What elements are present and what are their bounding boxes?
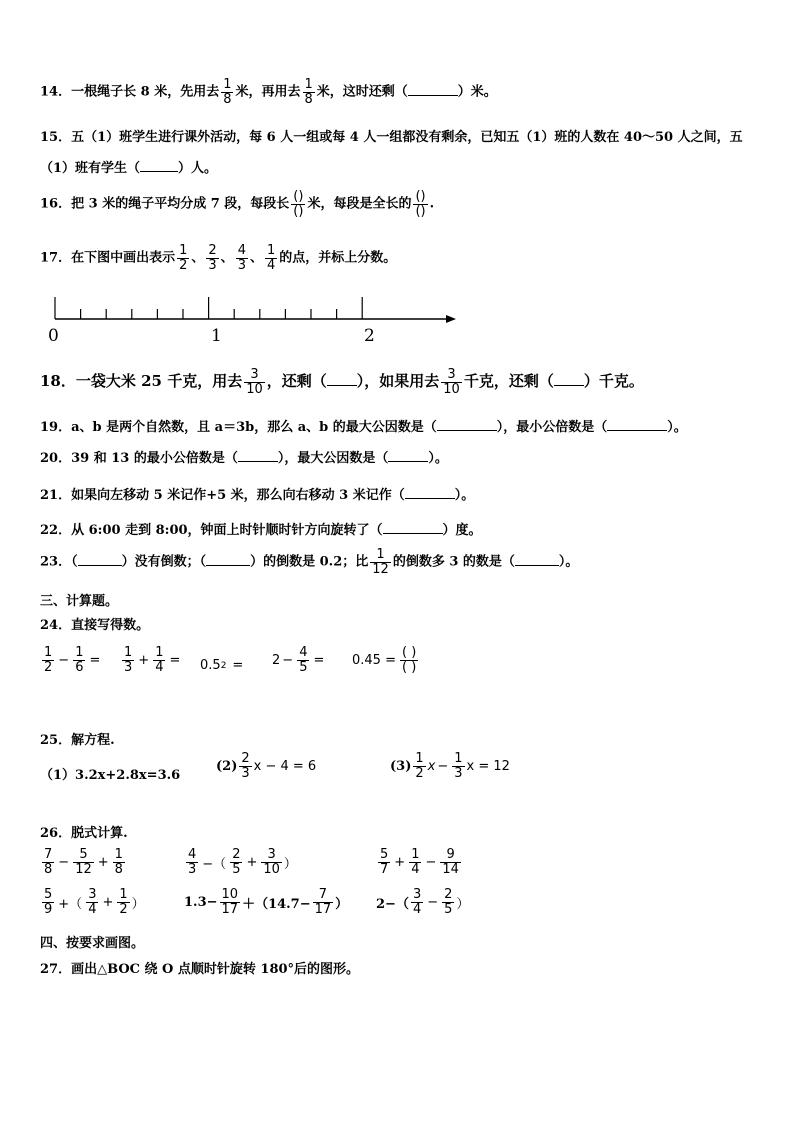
section-3-heading: 三、计算题。: [40, 594, 119, 609]
question-16: 16．把 3 米的绳子平均分成 7 段，每段长 $\frac{()}{()}$ 米，每段是全长的 $\frac{()}{()}$ .: [40, 189, 435, 219]
q26-expr-2: $\frac{4}{3}$ −（ $\frac{2}{5}$ + $\frac{3}{10}$ ）: [188, 847, 297, 877]
question-24-title: 24．直接写得数。: [40, 618, 150, 633]
q24-expr-2: $\frac{1}{3}$ + $\frac{1}{4}$ =: [124, 645, 181, 675]
q24-expr-3: 0.5 2 =: [200, 658, 244, 673]
question-17: 17．在下图中画出表示 $\frac{1}{2}$ 、 $\frac{2}{3}$ 、 $\frac{4}{3}$ 、 $\frac{1}{4}$ 的点，并标上分数。: [40, 243, 397, 273]
question-15-line1: 15．五（1）班学生进行课外活动，每 6 人一组或每 4 人一组都没有剩余，已知五（1）班的人数在 40～50 人之间，五: [40, 130, 743, 145]
q26-expr-6: 2−（ $\frac{3}{4}$ − $\frac{2}{5}$ ）: [376, 887, 470, 917]
question-27: 27．画出△BOC 绕 O 点顺时针旋转 180°后的图形。: [40, 962, 360, 977]
question-23: 23．（ ）没有倒数；（ ）的倒数是 0.2；比 $\frac{1}{12}$ 的倒数多 3 的数是（ ）。: [40, 547, 579, 577]
arrow-icon: [446, 315, 456, 323]
question-15-line2: （1）班有学生（ ）人。: [40, 161, 218, 176]
q26-expr-5: 1.3− $\frac{10}{17}$ ＋（14.7− $\frac{7}{17}$ ）: [184, 887, 349, 917]
q26-expr-1: $\frac{7}{8}$ − $\frac{5}{12}$ + $\frac{1}{8}$: [44, 847, 123, 877]
q24-expr-1: $\frac{1}{2}$ − $\frac{1}{6}$ =: [44, 645, 101, 675]
question-18: 18．一袋大米 25 千克，用去 $\frac{3}{10}$ ，还剩（ ），如果用去 $\frac{3}{10}$ 千克，还剩（ ）千克。: [40, 367, 644, 397]
q24-expr-4: 2 − $\frac{4}{5}$ =: [272, 645, 325, 675]
q25-equation-2: (2) $\frac{2}{3}$ x − 4 = 6: [216, 751, 317, 781]
axis-label-1: 1: [211, 326, 222, 346]
axis-label-2: 2: [364, 326, 375, 346]
question-25-title: 25．解方程.: [40, 733, 115, 748]
q26-expr-4: $\frac{5}{9}$ +（ $\frac{3}{4}$ + $\frac{1}{2}$ ）: [44, 887, 145, 917]
question-19: 19．a、b 是两个自然数，且 a＝3b，那么 a、b 的最大公因数是（ ），最小公倍数是（ ）。: [40, 420, 687, 435]
question-22: 22．从 6:00 走到 8:00，钟面上时针顺时针方向旋转了（ ）度。: [40, 523, 482, 538]
q26-expr-3: $\frac{5}{7}$ + $\frac{1}{4}$ − $\frac{9}{14}$: [380, 847, 459, 877]
question-21: 21．如果向左移动 5 米记作+5 米，那么向右移动 3 米记作（ ）。: [40, 488, 475, 503]
section-4-heading: 四、按要求画图。: [40, 936, 145, 951]
question-26-title: 26．脱式计算.: [40, 826, 128, 841]
q25-equation-3: (3) $\frac{1}{2}$ x − $\frac{1}{3}$ x = 12: [390, 751, 510, 781]
number-line: [40, 292, 470, 348]
q25-equation-1: （1）3.2x+2.8x=3.6: [40, 768, 181, 783]
axis-label-0: 0: [48, 326, 59, 346]
q24-expr-5: 0.45 = $\frac{( )}{( )}$: [352, 645, 417, 675]
question-20: 20．39 和 13 的最小公倍数是（ ），最大公因数是（ ）。: [40, 451, 448, 466]
question-14: 14．一根绳子长 8 米，先用去 $\frac{1}{8}$ 米，再用去 $\frac{1}{8}$ 米，这时还剩（ ）米。: [40, 77, 497, 107]
